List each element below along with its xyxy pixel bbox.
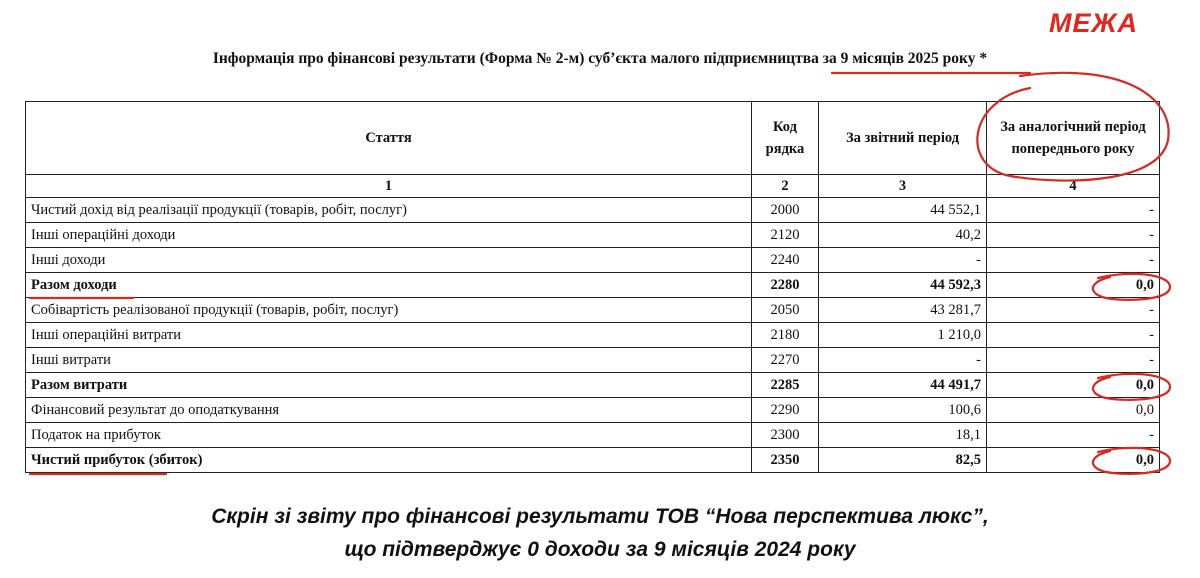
row-label: Собівартість реалізованої продукції (товарів, робіт, послуг) [26,298,752,323]
table-row [26,398,1160,423]
header-previous-period: За аналогічний період попереднього року [987,102,1160,175]
row-current: 40,2 [819,223,987,248]
row-current: - [819,348,987,373]
row-current: - [819,248,987,273]
row-code: 2240 [752,248,819,273]
row-previous: 0,0 [987,448,1160,473]
row-code: 2120 [752,223,819,248]
row-current: 43 281,7 [819,298,987,323]
row-previous: - [987,198,1160,223]
row-current: 44 491,7 [819,373,987,398]
row-previous: - [987,248,1160,273]
row-current: 1 210,0 [819,323,987,348]
row-previous: 0,0 [987,398,1160,423]
table-row [26,348,1160,373]
row-code: 2285 [752,373,819,398]
header-article: Стаття [26,102,752,175]
row-label: Разом витрати [26,373,752,398]
row-label: Інші витрати [26,348,752,373]
caption-line-1: Скрін зі звіту про фінансові результати ТОВ “Нова перспектива люкс”, [211,505,989,528]
row-previous: - [987,223,1160,248]
row-label: Разом доходи [26,273,752,298]
column-number: 3 [819,175,987,198]
table-row [26,198,1160,223]
table-row [26,223,1160,248]
table-row [26,248,1160,273]
row-previous: 0,0 [987,373,1160,398]
header-current-period: За звітний період [819,102,987,175]
column-numbers-row [26,175,1160,198]
row-current: 44 552,1 [819,198,987,223]
row-label: Інші операційні доходи [26,223,752,248]
caption [0,500,1200,566]
row-code: 2290 [752,398,819,423]
row-label: Чистий прибуток (збиток) [26,448,752,473]
row-code: 2000 [752,198,819,223]
row-current: 18,1 [819,423,987,448]
row-label: Інші операційні витрати [26,323,752,348]
row-previous: - [987,323,1160,348]
table-row [26,323,1160,348]
table-row [26,423,1160,448]
report-title [0,50,1200,68]
table-row-total-expenses [26,373,1160,398]
meja-logo: МЕЖА [1048,8,1138,38]
row-label: Чистий дохід від реалізації продукції (товарів, робіт, послуг) [26,198,752,223]
row-previous: - [987,423,1160,448]
column-number: 1 [26,175,752,198]
row-previous: 0,0 [987,273,1160,298]
row-previous: - [987,348,1160,373]
row-label: Інші доходи [26,248,752,273]
table-row-total-income [26,273,1160,298]
row-label: Податок на прибуток [26,423,752,448]
row-code: 2350 [752,448,819,473]
table-header-row [26,102,1160,175]
row-current: 82,5 [819,448,987,473]
column-number: 4 [987,175,1160,198]
row-current: 44 592,3 [819,273,987,298]
title-prefix: Інформація про фінансові результати (Форма № 2-м) суб’єкта малого підприємництва [212,50,823,67]
financial-results-table [25,101,1160,473]
title-period: за 9 місяців 2025 року [822,50,976,67]
caption-line-2: що підтверджує 0 доходи за 9 місяців 2024 року [344,538,856,561]
row-code: 2050 [752,298,819,323]
table-row [26,298,1160,323]
row-current: 100,6 [819,398,987,423]
row-code: 2300 [752,423,819,448]
row-label: Фінансовий результат до оподаткування [26,398,752,423]
row-code: 2270 [752,348,819,373]
row-previous: - [987,298,1160,323]
table-row-net-profit [26,448,1160,473]
header-code: Код рядка [752,102,819,175]
title-suffix: * [975,50,988,67]
row-code: 2280 [752,273,819,298]
row-code: 2180 [752,323,819,348]
column-number: 2 [752,175,819,198]
